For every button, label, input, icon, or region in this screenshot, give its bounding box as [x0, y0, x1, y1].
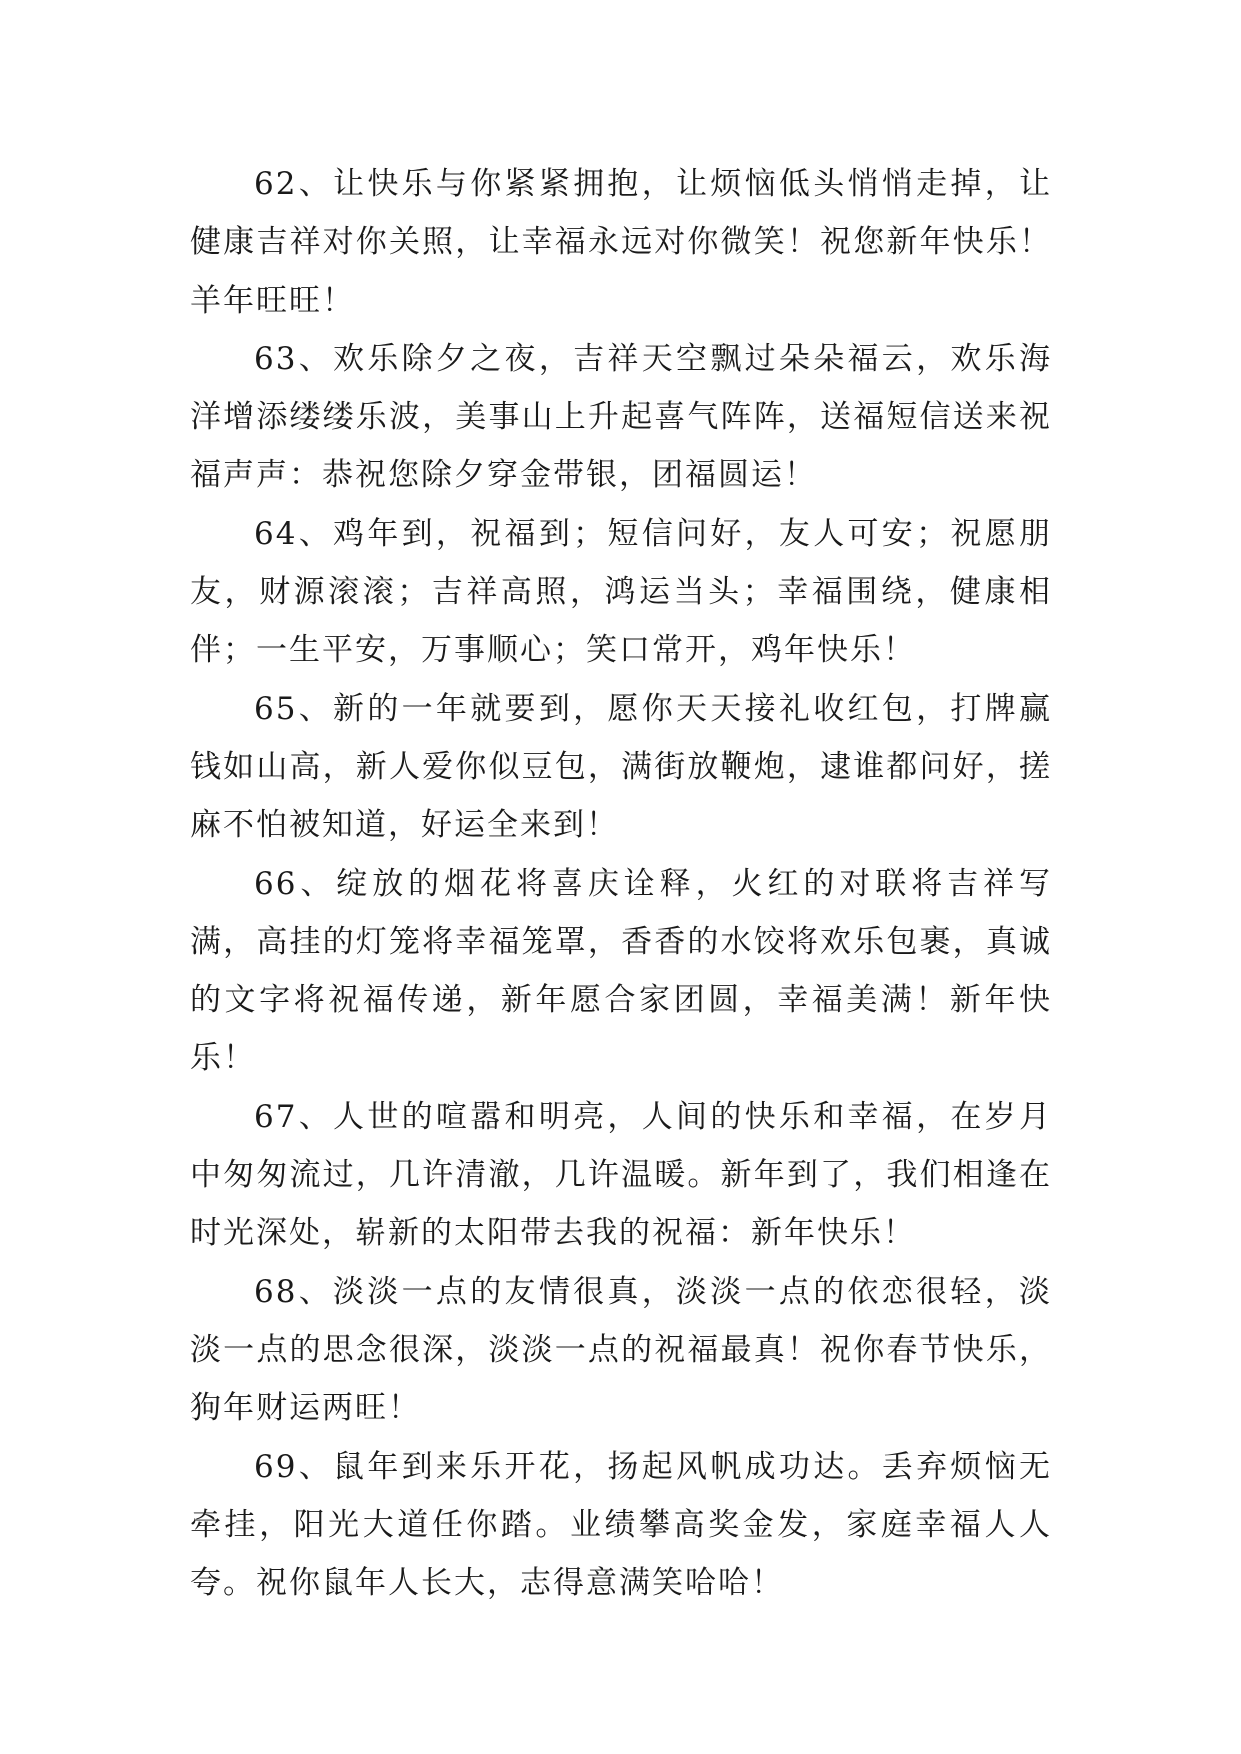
greeting-paragraph-62: 62、让快乐与你紧紧拥抱，让烦恼低头悄悄走掉，让健康吉祥对你关照，让幸福永远对你微笑！祝您新年快乐！羊年旺旺！ — [190, 166, 1052, 319]
greeting-paragraph-64: 64、鸡年到，祝福到；短信问好，友人可安；祝愿朋友，财源滚滚；吉祥高照，鸿运当头；幸福围绕，健康相伴；一生平安，万事顺心；笑口常开，鸡年快乐！ — [190, 515, 1052, 669]
greeting-paragraph-68: 68、淡淡一点的友情很真，淡淡一点的依恋很轻，淡淡一点的思念很深，淡淡一点的祝福最真！祝你春节快乐，狗年财运两旺！ — [190, 1273, 1052, 1427]
greeting-paragraph-69: 69、鼠年到来乐开花，扬起风帆成功达。丢弃烦恼无牵挂，阳光大道任你踏。业绩攀高奖金发，家庭幸福人人夸。祝你鼠年人长大，志得意满笑哈哈！ — [190, 1448, 1052, 1602]
document-body — [190, 155, 1052, 1612]
greeting-paragraph-63: 63、欢乐除夕之夜，吉祥天空飘过朵朵福云，欢乐海洋增添缕缕乐波，美事山上升起喜气阵阵，送福短信送来祝福声声：恭祝您除夕穿金带银，团福圆运！ — [190, 340, 1052, 494]
greeting-paragraph-65: 65、新的一年就要到，愿你天天接礼收红包，打牌赢钱如山高，新人爱你似豆包，满街放鞭炮，逮谁都问好，搓麻不怕被知道，好运全来到！ — [190, 690, 1052, 844]
greeting-paragraph-67: 67、人世的喧嚣和明亮，人间的快乐和幸福，在岁月中匆匆流过，几许清澈，几许温暖。新年到了，我们相逢在时光深处，崭新的太阳带去我的祝福：新年快乐！ — [190, 1098, 1052, 1252]
greeting-paragraph-66: 66、绽放的烟花将喜庆诠释，火红的对联将吉祥写满，高挂的灯笼将幸福笼罩，香香的水饺将欢乐包裹，真诚的文字将祝福传递，新年愿合家团圆，幸福美满！新年快乐！ — [190, 865, 1052, 1077]
